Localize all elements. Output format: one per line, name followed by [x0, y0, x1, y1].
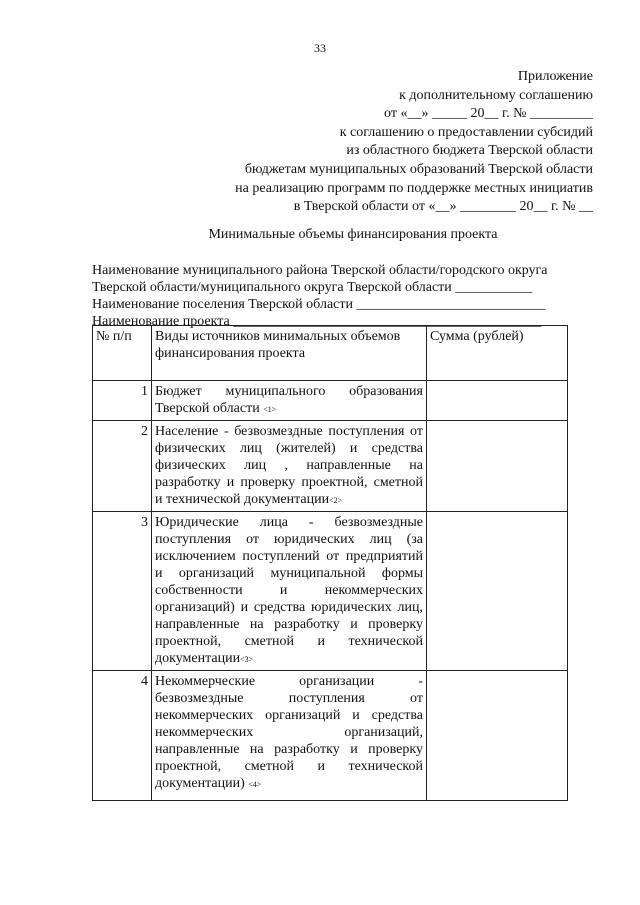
- appendix-line: из областного бюджета Тверской области: [346, 143, 593, 159]
- footnote-ref: <4>: [248, 780, 262, 789]
- project-fields: [92, 262, 548, 330]
- municipality-field-line: Наименование муниципального района Тверской области/городского округа: [92, 263, 548, 278]
- appendix-line: на реализацию программ по поддержке местных инициатив: [235, 180, 593, 196]
- appendix-header: [235, 68, 593, 217]
- appendix-line: от «__» _____ 20__ г. № _________: [384, 106, 593, 122]
- row-source: [152, 381, 427, 421]
- table-row: [93, 381, 568, 421]
- footnote-ref: <1>: [263, 405, 277, 414]
- footnote-ref: <2>: [329, 496, 343, 505]
- row-source-text: Бюджет муниципального образования Тверской области: [155, 384, 423, 416]
- table-row: [93, 671, 568, 801]
- page-number: 33: [314, 41, 326, 55]
- row-source-text: Некоммерческие организации - безвозмездные поступления от некоммерческих организаций и средства некоммерческих организаций, направленные на разработку и проверку проектной, сметной и технической документации): [155, 674, 423, 791]
- row-num: 4: [93, 671, 152, 801]
- table-header-row: [93, 326, 568, 381]
- table-row: [93, 512, 568, 671]
- table-row: [93, 421, 568, 512]
- appendix-line: к дополнительному соглашению: [399, 87, 593, 103]
- project-name-field: Наименование проекта ____________________________________________: [92, 314, 542, 329]
- row-num: 3: [93, 512, 152, 671]
- appendix-line: к соглашению о предоставлении субсидий: [339, 124, 593, 140]
- header-num: № п/п: [93, 326, 152, 381]
- row-source: [152, 671, 427, 801]
- row-source-text: Юридические лица - безвозмездные поступления от юридических лиц (за исключением поступлений от предприятий и организаций муниципальной формы собственности и некоммерческих организаций) и средства юридических лиц, направленные на разработку и проверку проектной, сметной и технической документации: [155, 515, 423, 666]
- municipality-field-line: Тверской области/муниципального округа Тверской области ___________: [92, 280, 533, 295]
- row-num: 2: [93, 421, 152, 512]
- row-source: [152, 421, 427, 512]
- row-sum: [427, 671, 568, 801]
- row-sum: [427, 421, 568, 512]
- document-title: Минимальные объемы финансирования проекта: [208, 227, 498, 242]
- row-sum: [427, 381, 568, 421]
- appendix-line: бюджетам муниципальных образований Тверской области: [244, 161, 593, 177]
- row-source: [152, 512, 427, 671]
- appendix-line: в Тверской области от «__» ________ 20__ г. № __: [293, 199, 593, 215]
- footnote-ref: <3>: [240, 655, 254, 664]
- header-sources: Виды источников минимальных объемов финансирования проекта: [152, 326, 427, 381]
- financing-table: [92, 325, 568, 801]
- settlement-field: Наименование поселения Тверской области ___________________________: [92, 297, 546, 312]
- row-num: 1: [93, 381, 152, 421]
- row-source-text: Население - безвозмездные поступления от физических лиц (жителей) и средства физических лиц , направленные на разработку и проверку проектной, сметной и технической документации: [155, 424, 423, 507]
- header-sum: Сумма (рублей): [427, 326, 568, 381]
- row-sum: [427, 512, 568, 671]
- appendix-line: Приложение: [517, 69, 593, 84]
